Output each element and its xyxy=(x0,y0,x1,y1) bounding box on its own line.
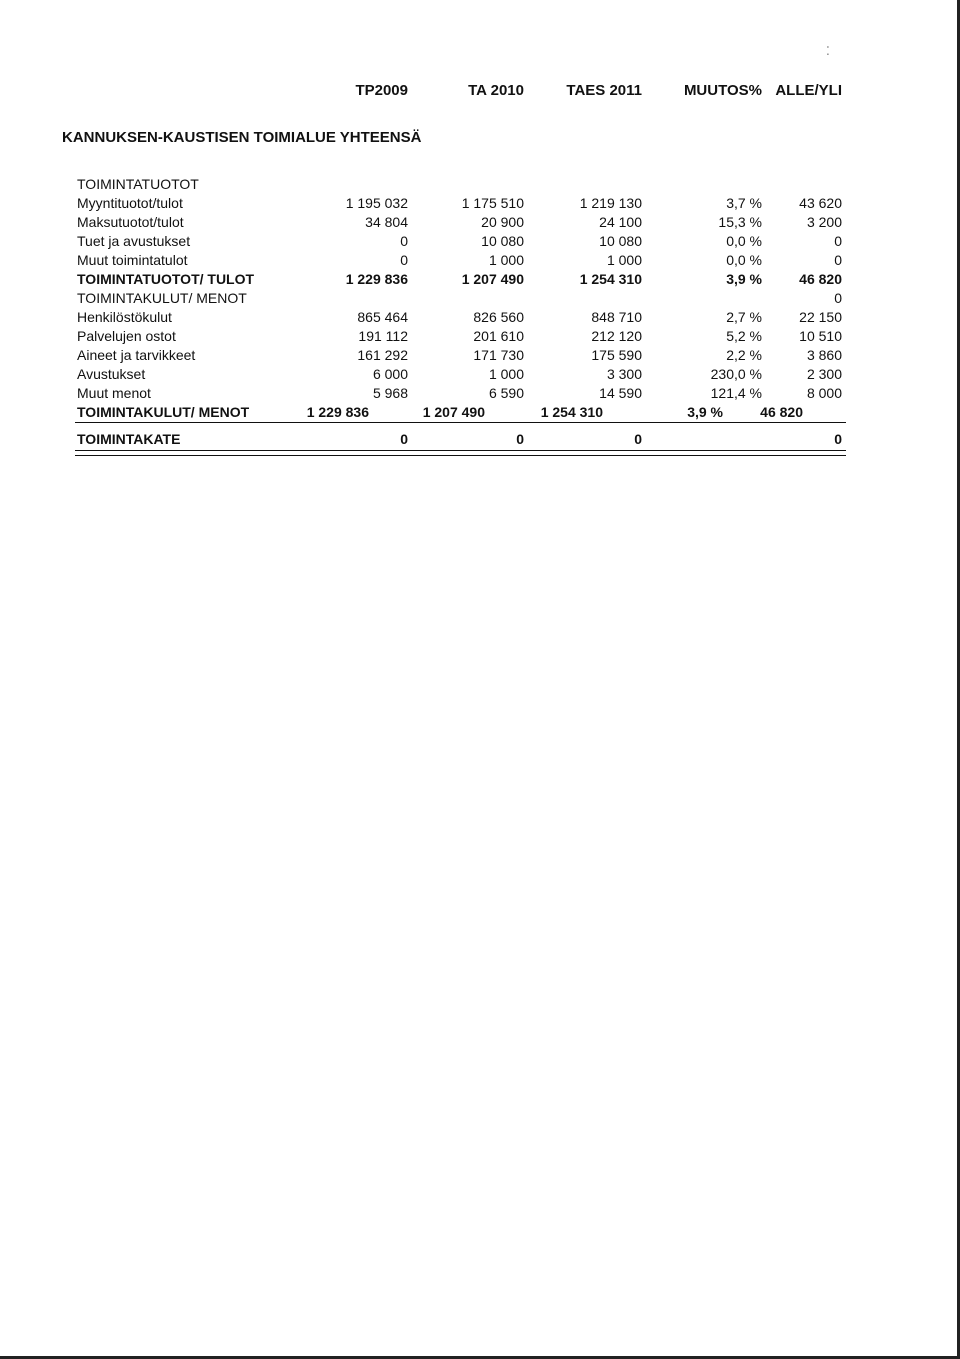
cell-alle-yli: 2 300 xyxy=(806,366,842,382)
table-row xyxy=(0,289,960,308)
row-label: TOIMINTATUOTOT xyxy=(77,176,199,192)
cell-tp2009: 34 804 xyxy=(365,214,408,230)
cell-taes2011: 10 080 xyxy=(599,233,642,249)
row-label: TOIMINTAKULUT/ MENOT xyxy=(77,404,250,420)
row-label: Henkilöstökulut xyxy=(77,309,172,325)
cell-alle-yli: 3 200 xyxy=(806,214,842,230)
cell-alle-yli: 0 xyxy=(834,290,842,306)
cell-tp2009: 6 000 xyxy=(372,366,408,382)
table-row xyxy=(0,213,960,232)
row-label: Aineet ja tarvikkeet xyxy=(77,347,196,363)
row-label: Avustukset xyxy=(77,366,146,382)
cell-alle-yli: 43 620 xyxy=(799,195,842,211)
column-header-ta2010: TA 2010 xyxy=(468,82,524,99)
cell-taes2011: 175 590 xyxy=(591,347,642,363)
cell-taes2011: 1 000 xyxy=(606,252,642,268)
cell-alle-yli: 0 xyxy=(834,233,842,249)
budget-table xyxy=(0,175,960,450)
column-header-tp2009: TP2009 xyxy=(355,82,408,99)
cell-taes2011: 1 254 310 xyxy=(579,271,642,287)
table-row xyxy=(0,365,960,384)
cell-alle-yli: 3 860 xyxy=(806,347,842,363)
cell-taes2011: 1 219 130 xyxy=(579,195,642,211)
cell-tp2009: 161 292 xyxy=(357,347,408,363)
cell-taes2011: 212 120 xyxy=(591,328,642,344)
cell-ta2010: 1 207 490 xyxy=(461,271,524,287)
cell-tp2009: 865 464 xyxy=(357,309,408,325)
cell-ta2010: 10 080 xyxy=(481,233,524,249)
cell-muutos: 15,3 % xyxy=(718,214,762,230)
row-label: Maksutuotot/tulot xyxy=(77,214,184,230)
row-label: TOIMINTAKULUT/ MENOT xyxy=(77,290,247,306)
column-header-muutos: MUUTOS% xyxy=(683,82,762,99)
cell-muutos: 2,7 % xyxy=(726,309,762,325)
cell-tp2009: 0 xyxy=(400,252,408,268)
cell-alle-yli: 0 xyxy=(834,431,842,447)
cell-muutos: 5,2 % xyxy=(726,328,762,344)
table-row-subtotal xyxy=(75,403,846,423)
scan-artifact-mark: ⁚ xyxy=(826,44,830,58)
cell-muutos: 0,0 % xyxy=(726,233,762,249)
cell-taes2011: 14 590 xyxy=(599,385,642,401)
cell-ta2010: 20 900 xyxy=(481,214,524,230)
cell-tp2009: 1 195 032 xyxy=(345,195,408,211)
cell-muutos: 0,0 % xyxy=(726,252,762,268)
table-row-subtotal xyxy=(0,270,960,289)
cell-tp2009: 0 xyxy=(400,431,408,447)
cell-muutos: 3,9 % xyxy=(726,271,762,287)
cell-ta2010: 171 730 xyxy=(473,347,524,363)
cell-ta2010: 1 000 xyxy=(488,252,524,268)
cell-muutos: 2,2 % xyxy=(726,347,762,363)
cell-tp2009: 5 968 xyxy=(372,385,408,401)
cell-alle-yli: 0 xyxy=(834,252,842,268)
row-label: Palvelujen ostot xyxy=(77,328,176,344)
row-label: TOIMINTAKATE xyxy=(77,431,181,447)
cell-tp2009: 1 229 836 xyxy=(306,404,369,420)
table-row xyxy=(0,308,960,327)
cell-taes2011: 1 254 310 xyxy=(540,404,603,420)
cell-taes2011: 24 100 xyxy=(599,214,642,230)
cell-alle-yli: 8 000 xyxy=(806,385,842,401)
cell-muutos: 3,9 % xyxy=(687,404,723,420)
cell-ta2010: 0 xyxy=(516,431,524,447)
cell-ta2010: 6 590 xyxy=(488,385,524,401)
row-label: TOIMINTATUOTOT/ TULOT xyxy=(77,271,255,287)
cell-ta2010: 1 175 510 xyxy=(461,195,524,211)
row-label: Myyntituotot/tulot xyxy=(77,195,183,211)
cell-muutos: 3,7 % xyxy=(726,195,762,211)
cell-taes2011: 848 710 xyxy=(591,309,642,325)
cell-taes2011: 3 300 xyxy=(606,366,642,382)
cell-muutos: 121,4 % xyxy=(710,385,762,401)
row-label: Tuet ja avustukset xyxy=(77,233,191,249)
column-header-row xyxy=(0,82,960,104)
cell-ta2010: 1 000 xyxy=(488,366,524,382)
cell-ta2010: 201 610 xyxy=(473,328,524,344)
cell-alle-yli: 10 510 xyxy=(799,328,842,344)
table-row xyxy=(0,175,960,194)
table-row xyxy=(0,346,960,365)
cell-alle-yli: 46 820 xyxy=(760,404,803,420)
table-row xyxy=(0,232,960,251)
table-row-total xyxy=(0,428,960,450)
cell-ta2010: 826 560 xyxy=(473,309,524,325)
total-double-rule xyxy=(75,450,846,456)
table-row xyxy=(0,327,960,346)
cell-alle-yli: 22 150 xyxy=(799,309,842,325)
cell-tp2009: 0 xyxy=(400,233,408,249)
cell-taes2011: 0 xyxy=(634,431,642,447)
column-header-taes2011: TAES 2011 xyxy=(566,82,642,99)
row-label: Muut toimintatulot xyxy=(77,252,188,268)
table-row xyxy=(0,251,960,270)
cell-tp2009: 191 112 xyxy=(358,328,408,344)
table-row xyxy=(0,384,960,403)
row-label: Muut menot xyxy=(77,385,151,401)
table-row xyxy=(0,194,960,213)
section-title: KANNUKSEN-KAUSTISEN TOIMIALUE YHTEENSÄ xyxy=(62,129,422,146)
cell-tp2009: 1 229 836 xyxy=(345,271,408,287)
column-header-alle-yli: ALLE/YLI xyxy=(775,82,842,99)
cell-muutos: 230,0 % xyxy=(710,366,762,382)
cell-ta2010: 1 207 490 xyxy=(422,404,485,420)
cell-alle-yli: 46 820 xyxy=(799,271,842,287)
